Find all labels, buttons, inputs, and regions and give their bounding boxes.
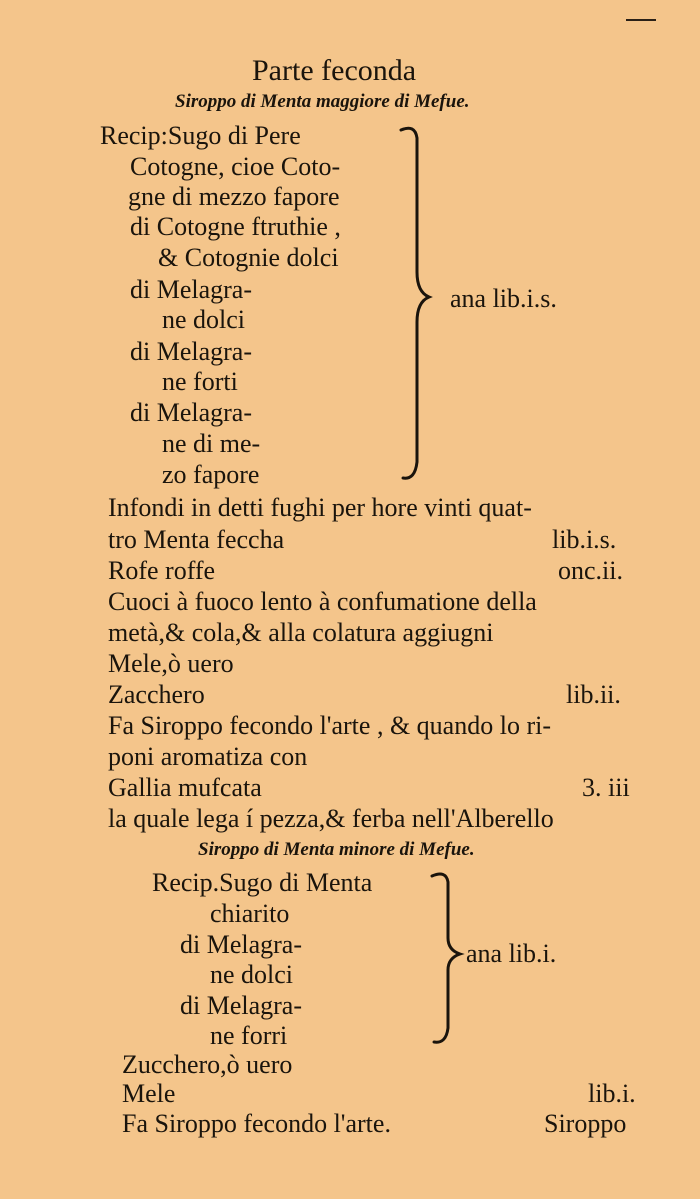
recipe2-line: di Melagra- (180, 991, 303, 1020)
recipe1-amount: lib.ii. (566, 680, 621, 709)
running-title: Parte feconda (252, 54, 417, 87)
recipe1-body-line: metà,& cola,& alla colatura aggiugni (108, 618, 494, 647)
recipe2-body-line: Mele (122, 1079, 176, 1108)
recipe1-body-line: Mele,ò uero (108, 649, 234, 678)
recipe1-line: di Cotogne ftruthie , (130, 212, 341, 241)
recipe1-line: di Melagra- (130, 275, 253, 304)
recipe2-brace (428, 868, 468, 1048)
recipe2-bracket-label: ana lib.i. (466, 939, 557, 968)
recipe1-body-line: Infondi in detti fughi per hore vinti quat- (108, 493, 532, 522)
recipe1-line: ne di me- (162, 429, 261, 458)
recipe1-amount: 3. iii (582, 773, 630, 802)
recipe1-brace (395, 122, 435, 492)
recipe1-amount: onc.ii. (558, 556, 623, 585)
recipe1-body-line: Fa Siroppo fecondo l'arte , & quando lo ri- (108, 711, 551, 740)
recipe1-title: Siroppo di Menta maggiore di Mefue. (175, 91, 470, 112)
recipe1-body-line: poni aromatiza con (108, 742, 308, 771)
recipe1-line: zo fapore (162, 460, 260, 489)
recipe2-line: ne dolci (210, 960, 294, 989)
recipe1-line: Recip:Sugo di Pere (100, 121, 301, 150)
recipe2-line: ne forri (210, 1021, 288, 1050)
recipe2-body-line: Fa Siroppo fecondo l'arte. (122, 1109, 391, 1138)
recipe1-body-line: la quale lega í pezza,& ferba nell'Alberello (108, 804, 554, 833)
recipe2-amount: lib.i. (588, 1079, 636, 1108)
recipe2-title: Siroppo di Menta minore di Mefue. (198, 839, 475, 860)
recipe2-line: di Melagra- (180, 930, 303, 959)
recipe2-body-line: Zucchero,ò uero (122, 1050, 293, 1079)
recipe1-body-line: tro Menta fecchа (108, 525, 285, 554)
recipe2-line: chiarito (210, 899, 290, 928)
recipe1-line: di Melagra- (130, 398, 253, 427)
recipe1-body-line: Zacchero (108, 680, 205, 709)
recipe1-amount: lib.i.s. (552, 525, 617, 554)
recipe1-body-line: Rofe roffe (108, 556, 216, 585)
recipe1-body-line: Cuoci à fuoco lento à confumatione della (108, 587, 537, 616)
recipe1-line: ne dolci (162, 305, 246, 334)
catchword: Siroppo (544, 1109, 627, 1138)
recipe1-line: gne di mezzo fapore (128, 182, 340, 211)
recipe1-body-line: Gallia mufcata (108, 773, 262, 802)
header-rule-mark (626, 19, 656, 21)
recipe1-line: & Cotognie dolci (158, 243, 339, 272)
recipe1-line: di Melagra- (130, 337, 253, 366)
recipe1-line: Cotogne, cioe Coto- (130, 152, 341, 181)
recipe1-line: ne forti (162, 367, 238, 396)
recipe2-line: Recip.Sugo di Menta (152, 868, 373, 897)
recipe1-bracket-label: ana lib.i.s. (450, 284, 557, 313)
